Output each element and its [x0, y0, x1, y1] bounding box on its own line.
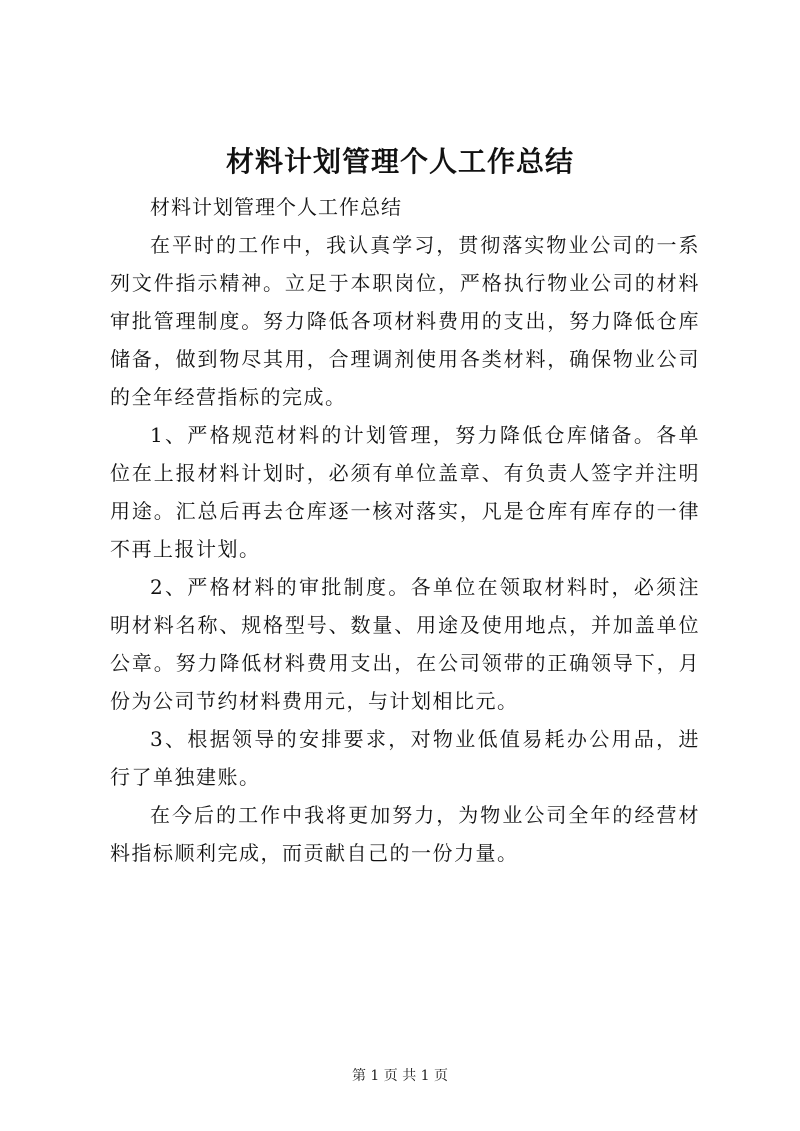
- point-2-paragraph: 2、严格材料的审批制度。各单位在领取材料时，必须注明材料名称、规格型号、数量、用途及使用地点，并加盖单位公章。努力降低材料费用支出，在公司领带的正确领导下，月份为公司节约材料费用元，与计划相比元。: [110, 575, 700, 713]
- intro-paragraph: 在平时的工作中，我认真学习，贯彻落实物业公司的一系列文件指示精神。立足于本职岗位，严格执行物业公司的材料审批管理制度。努力降低各项材料费用的支出，努力降低仓库储备，做到物尽其用，合理调剂使用各类材料，确保物业公司的全年经营指标的完成。: [110, 233, 700, 409]
- subtitle-paragraph: 材料计划管理个人工作总结: [150, 195, 402, 219]
- point-1-paragraph: 1、严格规范材料的计划管理，努力降低仓库储备。各单位在上报材料计划时，必须有单位盖章、有负责人签字并注明用途。汇总后再去仓库逐一核对落实，凡是仓库有库存的一律不再上报计划。: [110, 423, 700, 561]
- document-body: [110, 188, 700, 872]
- document-title: 材料计划管理个人工作总结: [225, 145, 574, 178]
- point-3-paragraph: 3、根据领导的安排要求，对物业低值易耗办公用品，进行了单独建账。: [110, 727, 700, 789]
- page-footer: 第 1 页 共 1 页: [351, 1068, 449, 1084]
- closing-paragraph: 在今后的工作中我将更加努力，为物业公司全年的经营材料指标顺利完成，而贡献自己的一份力量。: [110, 803, 700, 865]
